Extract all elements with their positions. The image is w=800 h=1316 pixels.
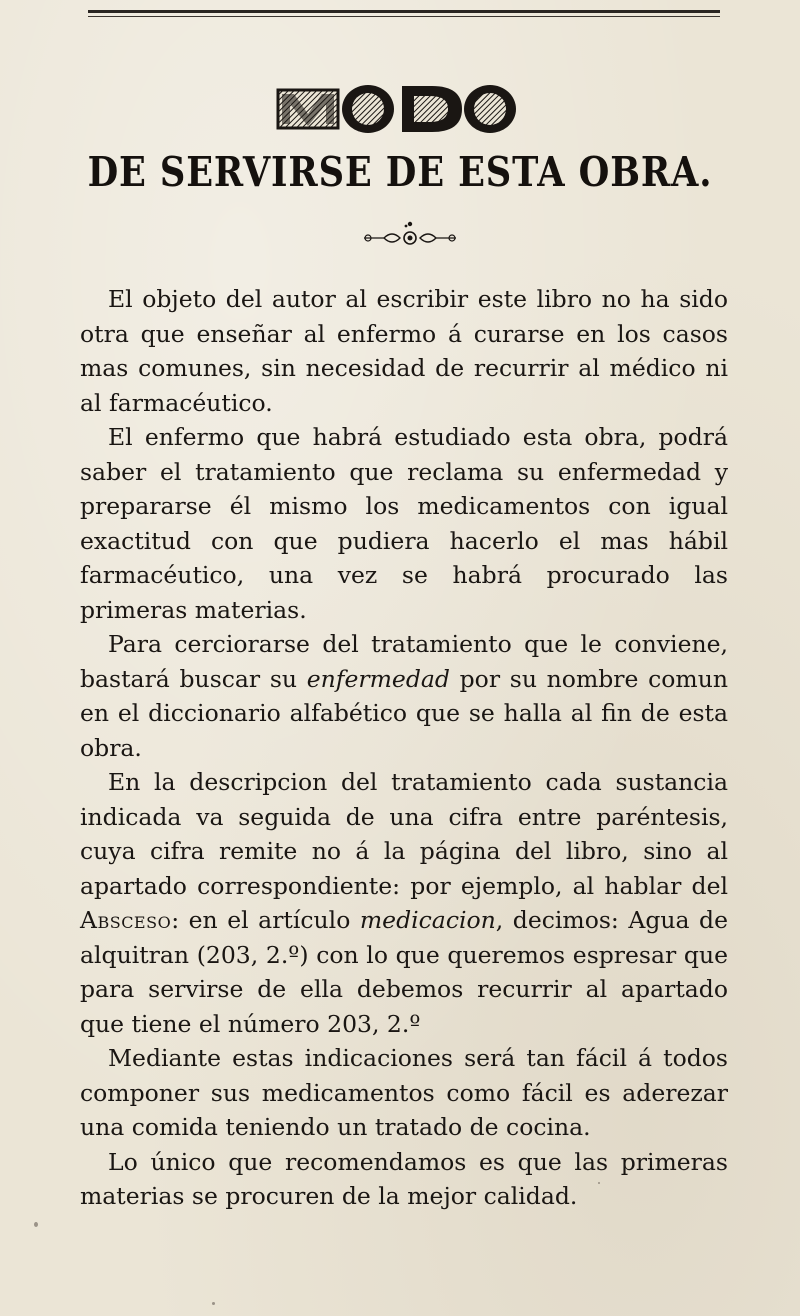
- paragraph-example: [80, 765, 728, 1041]
- paper-speck: [598, 1182, 600, 1184]
- body-text: [80, 282, 728, 1214]
- ornamental-divider: [362, 218, 458, 248]
- paragraph-lookup-start: Para cerciorarse del tratamiento que le conviene, bastará buscar su: [80, 630, 728, 693]
- section-subtitle: DE SERVIRSE DE ESTA OBRA.: [87, 148, 713, 196]
- emphasis-enfermedad: enfermedad: [306, 664, 450, 693]
- flourish-icon: [362, 218, 458, 248]
- emphasis-medicacion: medicacion: [359, 906, 496, 934]
- paragraph-example-start: En la descripcion del tratamiento cada sustancia indicada va seguida de una cifra entre paréntesis, cuya cifra remite no á la página del libro, sino al apartado correspondiente: por ejemplo, al hablar del: [80, 768, 728, 900]
- paper-speck: [34, 1222, 38, 1227]
- paragraph-indications: Mediante estas indicaciones será tan fácil á todos componer sus medicamentos como fácil es aderezar una comida teniendo un tratado de cocina.: [80, 1044, 728, 1141]
- ornamental-title: [272, 78, 522, 138]
- paper-speck: [212, 1302, 215, 1305]
- paragraph-quality: Lo único que recomendamos es que las primeras materias se procuren de la mejor calidad.: [80, 1147, 728, 1210]
- smallcaps-absceso: Absceso: [80, 906, 172, 934]
- paragraph-patient: El enfermo que habrá estudiado esta obra, podrá saber el tratamiento que reclama su enfermedad y prepararse él mismo los medicamentos con igual exactitud con que pudiera hacerlo el mas hábil farmacéutico, una vez se habrá procurado las primeras materias.: [80, 423, 728, 624]
- paragraph-example-middle: : en el artículo: [171, 906, 360, 934]
- top-rule: [88, 10, 720, 13]
- ornamental-title-letters-icon: [272, 78, 522, 138]
- paragraph-purpose: El objeto del autor al escribir este libro no ha sido otra que enseñar al enfermo á curarse en los casos mas comunes, sin necesidad de recurrir al médico ni al farmacéutico.: [80, 285, 728, 417]
- paragraph-lookup: [80, 627, 728, 765]
- paragraph-example-end: , decimos: Agua de alquitran (203, 2.º) con lo que queremos espresar que para servirse de ella debemos recurrir al apartado que tiene el número 203, 2.º: [80, 906, 728, 1038]
- paragraph-lookup-end: por su nombre comun en el diccionario alfabético que se halla al fin de esta obra.: [80, 664, 728, 762]
- top-rule-thin: [88, 16, 720, 17]
